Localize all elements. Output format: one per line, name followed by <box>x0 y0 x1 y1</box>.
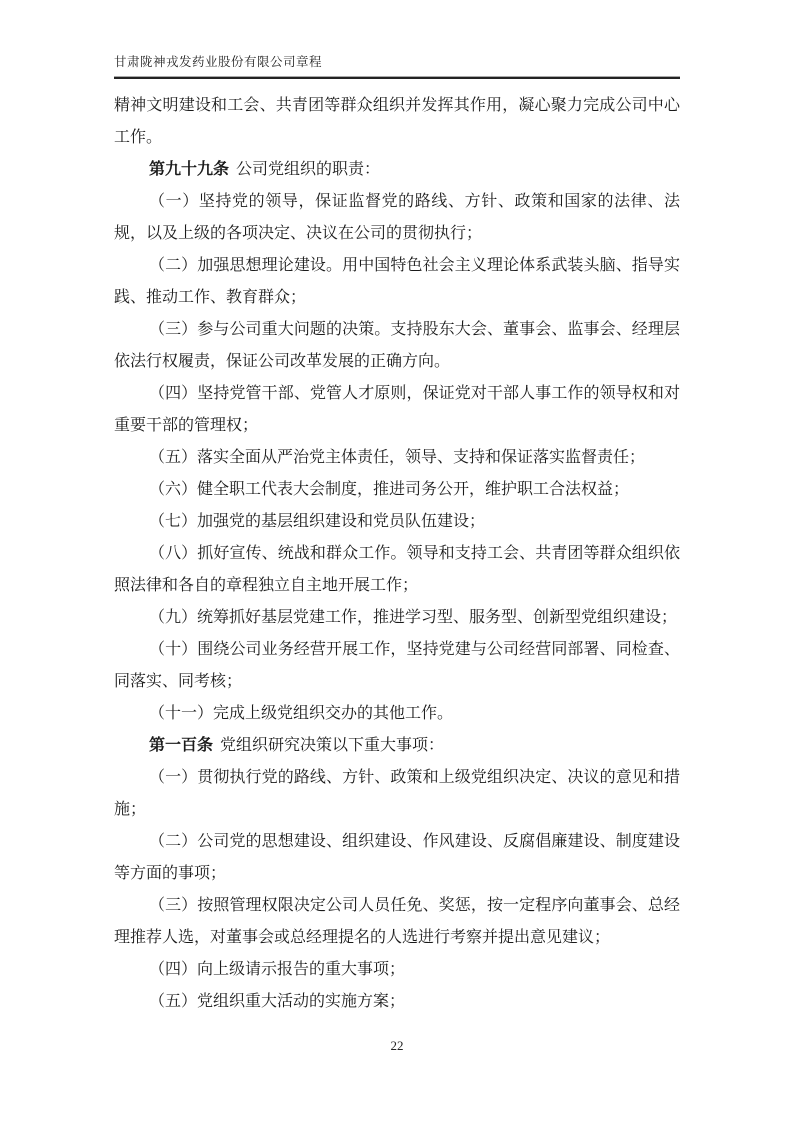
header-rule <box>114 76 680 79</box>
paragraph: （五）党组织重大活动的实施方案； <box>149 993 406 1010</box>
paragraph: （二）加强思想理论建设。用中国特色社会主义理论体系武装头脑、指导实践、推动工作、教育群众； <box>114 257 680 306</box>
page-header <box>114 54 680 79</box>
paragraph: （一）贯彻执行党的路线、方针、政策和上级党组织决定、决议的意见和措施； <box>114 769 680 818</box>
article-heading-paragraph: 第九十九条 公司党组织的职责： <box>149 161 381 178</box>
paragraph: （九）统筹抓好基层党建工作，推进学习型、服务型、创新型党组织建设； <box>149 609 678 626</box>
paragraph: （一）坚持党的领导，保证监督党的路线、方针、政策和国家的法律、法规，以及上级的各项决定、决议在公司的贯彻执行； <box>114 193 680 242</box>
paragraph: （十）围绕公司业务经营开展工作，坚持党建与公司经营同部署、同检查、同落实、同考核； <box>114 641 680 690</box>
paragraph: （三）按照管理权限决定公司人员任免、奖惩，按一定程序向董事会、总经理推荐人选，对董事会或总经理提名的人选进行考察并提出意见建议； <box>114 897 680 946</box>
paragraph: （四）坚持党管干部、党管人才原则，保证党对干部人事工作的领导权和对重要干部的管理权； <box>114 385 680 434</box>
article-number: 第九十九条 <box>149 161 230 178</box>
paragraph: （七）加强党的基层组织建设和党员队伍建设； <box>149 513 486 530</box>
paragraph: （四）向上级请示报告的重大事项； <box>149 961 406 978</box>
paragraph: （三）参与公司重大问题的决策。支持股东大会、董事会、监事会、经理层依法行权履责，保证公司改革发展的正确方向。 <box>114 321 680 370</box>
paragraph: （五）落实全面从严治党主体责任，领导、支持和保证落实监督责任； <box>149 449 646 466</box>
paragraph: （二）公司党的思想建设、组织建设、作风建设、反腐倡廉建设、制度建设等方面的事项； <box>114 833 680 882</box>
paragraph: （六）健全职工代表大会制度，推进司务公开，维护职工合法权益； <box>149 481 630 498</box>
header-title: 甘肃陇神戎发药业股份有限公司章程 <box>114 55 323 69</box>
article-heading-paragraph: 第一百条 党组织研究决策以下重大事项： <box>149 737 445 754</box>
document-body <box>114 90 680 1018</box>
paragraph: （十一）完成上级党组织交办的其他工作。 <box>149 705 454 722</box>
page-number: 22 <box>390 1038 404 1053</box>
page-footer <box>0 1037 794 1055</box>
paragraph: 精神文明建设和工会、共青团等群众组织并发挥其作用，凝心聚力完成公司中心工作。 <box>114 97 680 146</box>
paragraph: （八）抓好宣传、统战和群众工作。领导和支持工会、共青团等群众组织依照法律和各自的章程独立自主地开展工作； <box>114 545 680 594</box>
article-number: 第一百条 <box>149 737 214 754</box>
